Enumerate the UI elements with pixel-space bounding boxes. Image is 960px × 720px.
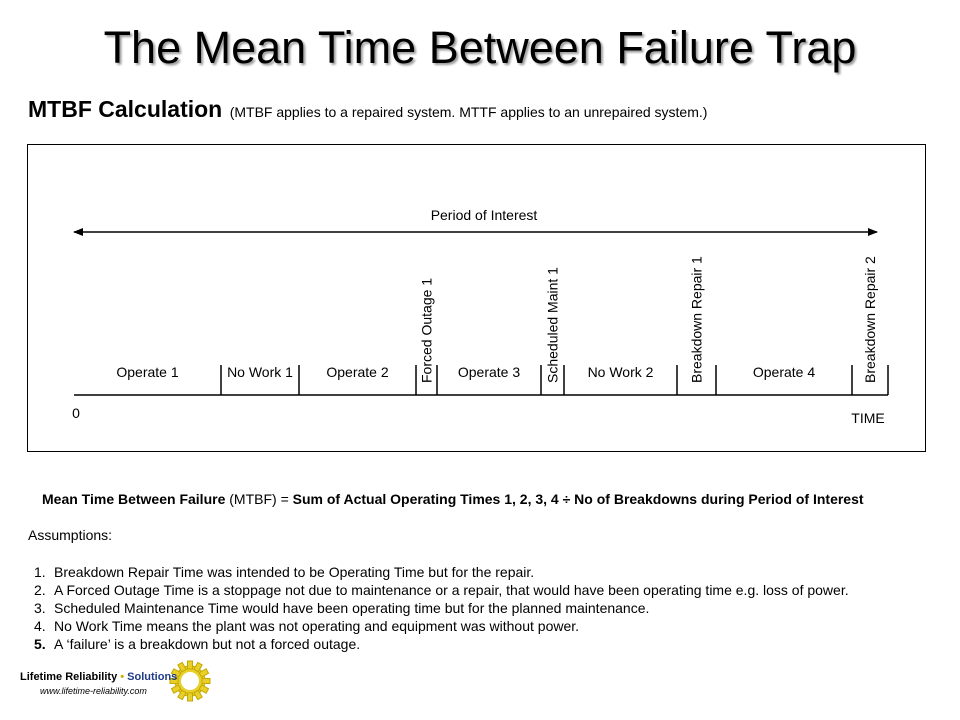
timeline-segments — [116, 256, 888, 395]
assumption-item — [34, 617, 849, 635]
assumption-text: Breakdown Repair Time was intended to be Operating Time but for the repair. — [54, 564, 535, 580]
calculation-note: (MTBF applies to a repaired system. MTTF applies to an unrepaired system.) — [229, 104, 708, 120]
calculation-header — [28, 96, 707, 123]
segment-label: Operate 4 — [752, 364, 816, 380]
segment-label: Operate 2 — [326, 364, 389, 380]
assumption-number: 5. — [34, 636, 46, 652]
assumption-number: 3. — [34, 600, 46, 616]
logo-name-part1: Lifetime Reliability — [20, 671, 118, 683]
assumption-number: 2. — [34, 582, 46, 598]
assumption-text: Scheduled Maintenance Time would have been operating time but for the planned maintenance. — [54, 600, 650, 616]
assumptions-title: Assumptions: — [28, 527, 113, 543]
formula-expression: Sum of Actual Operating Times 1, 2, 3, 4 ÷ No of Breakdowns during Period of Interest — [292, 491, 864, 507]
mtbf-formula — [42, 491, 864, 507]
assumption-number: 1. — [34, 564, 46, 580]
calculation-heading: MTBF Calculation — [28, 96, 223, 122]
segment-label: No Work 1 — [227, 364, 293, 380]
time-axis-label: TIME — [851, 410, 885, 426]
assumption-item — [34, 599, 849, 617]
assumption-text: A ‘failure’ is a breakdown but not a forced outage. — [54, 636, 361, 652]
assumption-item — [34, 581, 849, 599]
timeline-diagram-frame — [27, 144, 926, 452]
slide-title: The Mean Time Between Failure Trap — [103, 22, 857, 73]
period-of-interest-label: Period of Interest — [430, 207, 538, 223]
company-logo — [18, 659, 208, 703]
segment-label: No Work 2 — [587, 364, 654, 380]
formula-abbrev: (MTBF) = — [225, 491, 293, 507]
segment-label: Breakdown Repair 1 — [688, 256, 705, 383]
assumption-text: A Forced Outage Time is a stoppage not due to maintenance or a repair, that would have been operating time e.g. loss of power. — [54, 582, 849, 598]
assumption-text: No Work Time means the plant was not operating and equipment was without power. — [54, 618, 580, 634]
logo-separator: • — [117, 671, 128, 683]
assumption-item — [34, 563, 849, 581]
segment-label: Operate 1 — [116, 364, 179, 380]
assumption-item — [34, 635, 849, 653]
assumption-number: 4. — [34, 618, 46, 634]
logo-url: www.lifetime-reliability.com — [40, 686, 147, 696]
segment-label: Scheduled Maint 1 — [544, 267, 561, 383]
segment-label: Forced Outage 1 — [418, 277, 435, 383]
timeline-diagram — [28, 145, 925, 451]
assumptions-list — [34, 563, 849, 653]
formula-term: Mean Time Between Failure — [42, 491, 226, 507]
segment-label: Operate 3 — [457, 364, 521, 380]
origin-label: 0 — [72, 405, 80, 421]
logo-name-part2: Solutions — [127, 671, 178, 683]
segment-label: Breakdown Repair 2 — [862, 256, 878, 383]
logo-name — [20, 671, 177, 683]
